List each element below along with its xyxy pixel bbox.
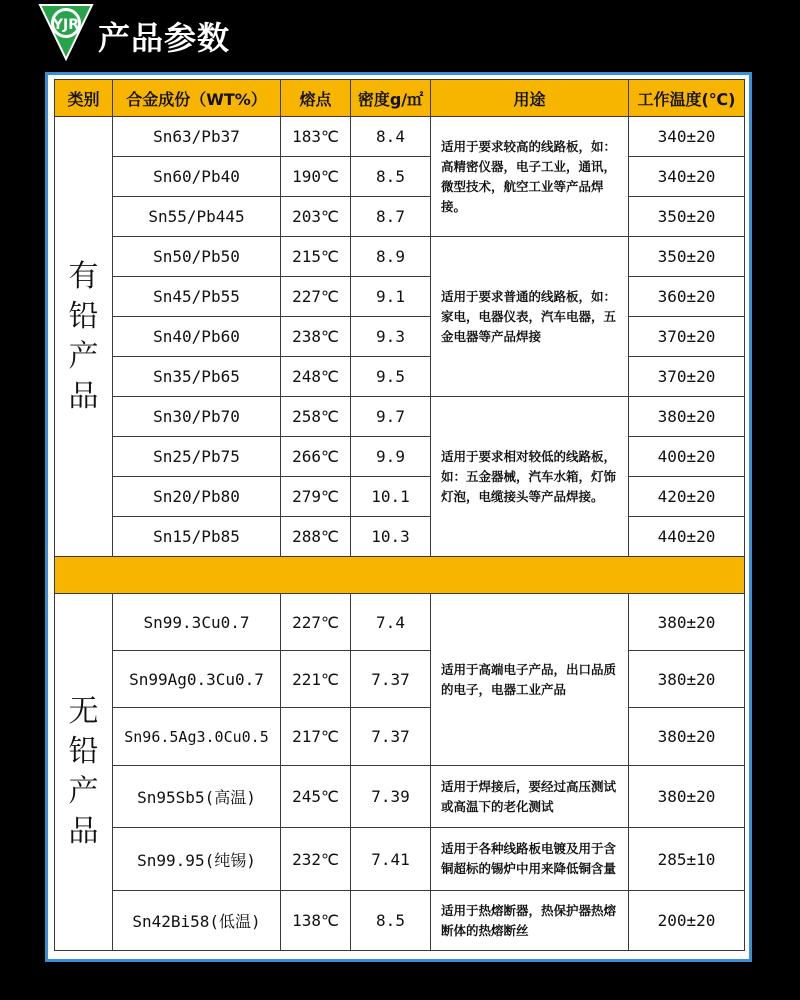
- temp-cell: 400±20: [629, 437, 745, 477]
- temp-cell: 285±10: [629, 828, 745, 891]
- table-row: [55, 477, 745, 517]
- density-cell: 7.41: [351, 828, 431, 891]
- density-cell: 7.37: [351, 651, 431, 708]
- melting-cell: 279℃: [281, 477, 351, 517]
- density-cell: 10.3: [351, 517, 431, 557]
- temp-cell: 380±20: [629, 651, 745, 708]
- alloy-cell: Sn40/Pb60: [113, 317, 281, 357]
- column-header: 类别: [55, 80, 113, 117]
- table-row: [55, 277, 745, 317]
- table-row: [55, 594, 745, 651]
- table-row: [55, 766, 745, 828]
- usage-cell: 适用于要求较高的线路板，如：高精密仪器，电子工业，通讯，微型技术，航空工业等产品焊接。: [431, 117, 629, 237]
- usage-cell: 适用于要求相对较低的线路板，如：五金器械，汽车水箱，灯饰灯泡，电缆接头等产品焊接。: [431, 397, 629, 557]
- table-row: [55, 317, 745, 357]
- melting-cell: 258℃: [281, 397, 351, 437]
- density-cell: 8.5: [351, 891, 431, 951]
- category-cell: [55, 594, 113, 951]
- table-row: [55, 517, 745, 557]
- melting-cell: 221℃: [281, 651, 351, 708]
- temp-cell: 370±20: [629, 357, 745, 397]
- melting-cell: 203℃: [281, 197, 351, 237]
- table-row: [55, 197, 745, 237]
- table-row: [55, 828, 745, 891]
- temp-cell: 380±20: [629, 397, 745, 437]
- usage-cell: 适用于热熔断器，热保护器热熔断体的热熔断丝: [431, 891, 629, 951]
- temp-cell: 360±20: [629, 277, 745, 317]
- temp-cell: 200±20: [629, 891, 745, 951]
- density-cell: 8.9: [351, 237, 431, 277]
- alloy-cell: Sn45/Pb55: [113, 277, 281, 317]
- temp-cell: 380±20: [629, 594, 745, 651]
- category-label: 有铅产品: [68, 258, 99, 414]
- alloy-cell: Sn55/Pb445: [113, 197, 281, 237]
- alloy-cell: Sn95Sb5(高温): [113, 766, 281, 828]
- alloy-cell: Sn15/Pb85: [113, 517, 281, 557]
- alloy-cell: Sn42Bi58(低温): [113, 891, 281, 951]
- density-cell: 9.9: [351, 437, 431, 477]
- table-row: [55, 708, 745, 766]
- alloy-cell: Sn60/Pb40: [113, 157, 281, 197]
- density-cell: 9.3: [351, 317, 431, 357]
- table-row: [55, 237, 745, 277]
- table-row: [55, 357, 745, 397]
- usage-cell: 适用于要求普通的线路板，如：家电，电器仪表，汽车电器，五金电器等产品焊接: [431, 237, 629, 397]
- usage-cell: 适用于焊接后，要经过高压测试或高温下的老化测试: [431, 766, 629, 828]
- column-header: 用途: [431, 80, 629, 117]
- spec-table-frame: [45, 72, 752, 962]
- temp-cell: 380±20: [629, 766, 745, 828]
- alloy-cell: Sn99.3Cu0.7: [113, 594, 281, 651]
- table-row: [55, 397, 745, 437]
- svg-text:YJR: YJR: [52, 17, 80, 33]
- melting-cell: 232℃: [281, 828, 351, 891]
- melting-cell: 245℃: [281, 766, 351, 828]
- category-cell: [55, 117, 113, 557]
- melting-cell: 138℃: [281, 891, 351, 951]
- alloy-cell: Sn30/Pb70: [113, 397, 281, 437]
- density-cell: 7.37: [351, 708, 431, 766]
- density-cell: 10.1: [351, 477, 431, 517]
- temp-cell: 420±20: [629, 477, 745, 517]
- column-header: 合金成份（WT%）: [113, 80, 281, 117]
- table-row: [55, 891, 745, 951]
- melting-cell: 217℃: [281, 708, 351, 766]
- temp-cell: 350±20: [629, 197, 745, 237]
- melting-cell: 215℃: [281, 237, 351, 277]
- density-cell: 8.5: [351, 157, 431, 197]
- density-cell: 8.4: [351, 117, 431, 157]
- temp-cell: 340±20: [629, 157, 745, 197]
- section-separator: [55, 557, 745, 594]
- temp-cell: 380±20: [629, 708, 745, 766]
- melting-cell: 227℃: [281, 277, 351, 317]
- density-cell: 9.5: [351, 357, 431, 397]
- alloy-cell: Sn20/Pb80: [113, 477, 281, 517]
- separator-band: [55, 557, 745, 594]
- table-row: [55, 651, 745, 708]
- product-spec-table: [54, 79, 745, 951]
- alloy-cell: Sn99.95(纯锡): [113, 828, 281, 891]
- table-row: [55, 157, 745, 197]
- melting-cell: 190℃: [281, 157, 351, 197]
- density-cell: 7.4: [351, 594, 431, 651]
- alloy-cell: Sn63/Pb37: [113, 117, 281, 157]
- alloy-cell: Sn50/Pb50: [113, 237, 281, 277]
- density-cell: 8.7: [351, 197, 431, 237]
- alloy-cell: Sn99Ag0.3Cu0.7: [113, 651, 281, 708]
- usage-cell: 适用于高端电子产品，出口品质的电子，电器工业产品: [431, 594, 629, 766]
- table-row: [55, 437, 745, 477]
- melting-cell: 238℃: [281, 317, 351, 357]
- alloy-cell: Sn35/Pb65: [113, 357, 281, 397]
- melting-cell: 266℃: [281, 437, 351, 477]
- density-cell: 7.39: [351, 766, 431, 828]
- melting-cell: 183℃: [281, 117, 351, 157]
- temp-cell: 350±20: [629, 237, 745, 277]
- temp-cell: 370±20: [629, 317, 745, 357]
- melting-cell: 227℃: [281, 594, 351, 651]
- column-header: 工作温度(℃): [629, 80, 745, 117]
- table-header-row: [55, 80, 745, 117]
- temp-cell: 340±20: [629, 117, 745, 157]
- alloy-cell: Sn25/Pb75: [113, 437, 281, 477]
- brand-logo: [38, 3, 94, 61]
- density-cell: 9.7: [351, 397, 431, 437]
- melting-cell: 288℃: [281, 517, 351, 557]
- column-header: 熔点: [281, 80, 351, 117]
- category-label: 无铅产品: [68, 694, 99, 849]
- alloy-cell: Sn96.5Ag3.0Cu0.5: [113, 708, 281, 766]
- usage-cell: 适用于各种线路板电镀及用于含铜超标的锡炉中用来降低铜含量: [431, 828, 629, 891]
- table-row: [55, 117, 745, 157]
- melting-cell: 248℃: [281, 357, 351, 397]
- density-cell: 9.1: [351, 277, 431, 317]
- temp-cell: 440±20: [629, 517, 745, 557]
- page-title: 产品参数: [98, 19, 231, 57]
- column-header: 密度g/㎡: [351, 80, 431, 117]
